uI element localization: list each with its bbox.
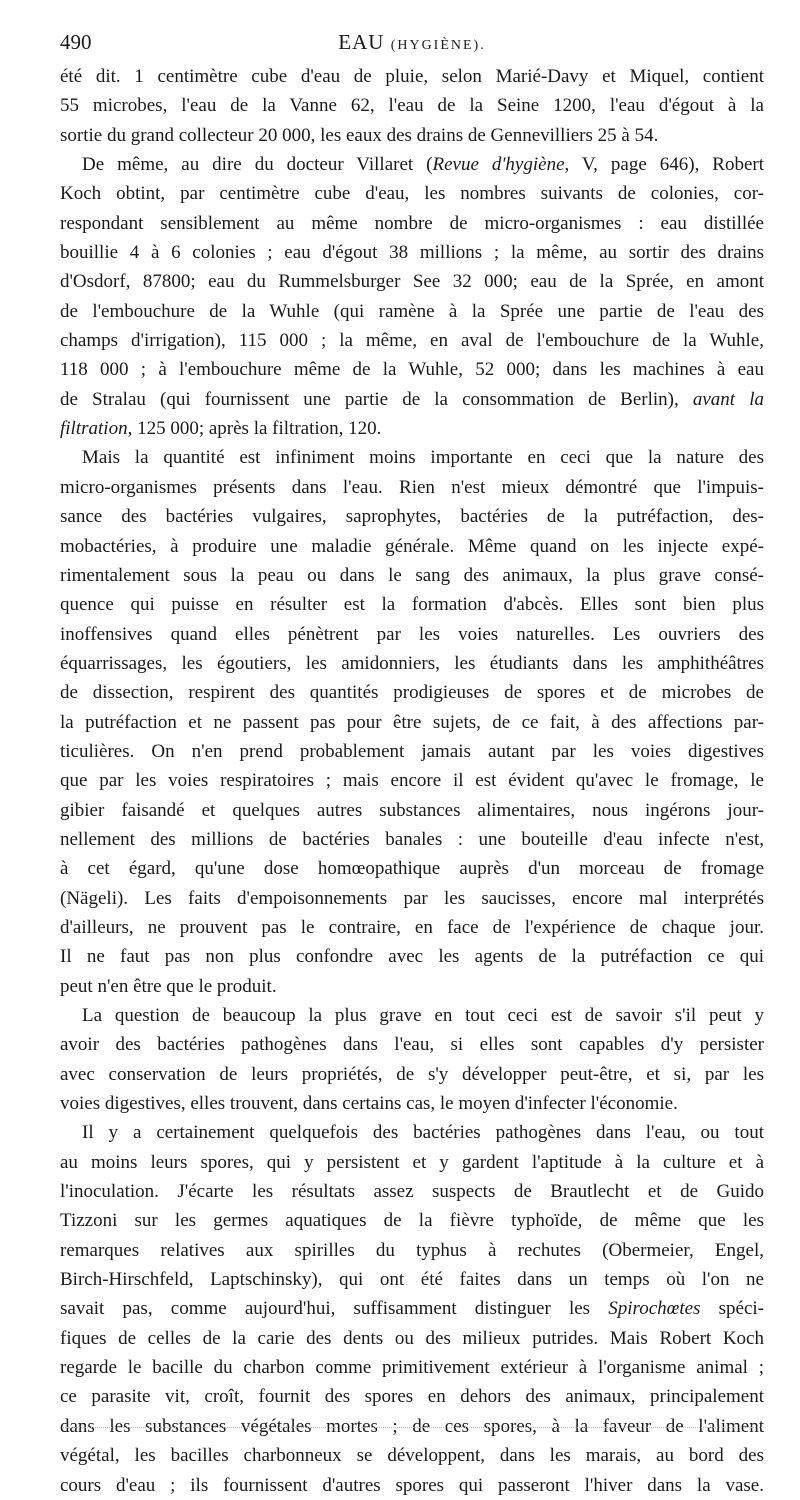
text-line: champs d'irrigation), 115 000 ; la même, en aval de l'embouchure de la Wuhle, bbox=[60, 330, 764, 352]
text-line: été dit. 1 centimètre cube d'eau de pluie, selon Marié-Davy et Miquel, contient bbox=[60, 66, 764, 87]
text-line: ticulières. On n'en prend probablement jamais autant par les voies digestives bbox=[60, 740, 764, 762]
text-line: Il ne faut pas non plus confondre avec les agents de la putréfaction ce qui bbox=[60, 946, 764, 968]
text-line: remarques relatives aux spirilles du typhus à rechutes (Obermeier, Engel, bbox=[60, 1239, 764, 1261]
text-line: sance des bactéries vulgaires, saprophytes, bactéries de la putréfaction, des- bbox=[60, 506, 764, 528]
text-line: quence qui puisse en résulter est la formation d'abcès. Elles sont bien plus bbox=[60, 594, 764, 616]
text-line: La question de beaucoup la plus grave en tout ceci est de savoir s'il peut y bbox=[82, 1005, 764, 1026]
text-line: équarrissages, les égoutiers, les amidonniers, les étudiants dans les amphithéâtres bbox=[60, 652, 764, 674]
text-line: de l'embouchure de la Wuhle (qui ramène à la Sprée une partie de l'eau des bbox=[60, 300, 764, 322]
text-line: gibier faisandé et quelques autres substances alimentaires, nous ingérons jour- bbox=[60, 799, 764, 821]
text-line: avoir des bactéries pathogènes dans l'eau, si elles sont capables d'y persister bbox=[60, 1034, 764, 1056]
body-text bbox=[60, 62, 764, 1500]
text-line: ce parasite vit, croît, fournit des spores en dehors des animaux, principalement bbox=[60, 1386, 764, 1408]
running-title-sub: (HYGIÈNE). bbox=[390, 38, 486, 53]
text-line: que par les voies respiratoires ; mais encore il est évident qu'avec le fromage, le bbox=[60, 770, 764, 792]
text-line: fiques de celles de la carie des dents ou des milieux putrides. Mais Robert Koch bbox=[60, 1327, 764, 1349]
text-line: bouillie 4 à 6 colonies ; eau d'égout 38 millions ; la même, au sortir des drains bbox=[60, 242, 764, 264]
text-line: sortie du grand collecteur 20 000, les eaux des drains de Gennevilliers 25 à 54. bbox=[60, 124, 659, 146]
text-line: Koch obtint, par centimètre cube d'eau, les nombres suivants de colonies, cor- bbox=[60, 183, 764, 205]
text-line: respondant sensiblement au même nombre de micro-organismes : eau distillée bbox=[60, 212, 764, 234]
text-line: (Nägeli). Les faits d'empoisonnements par les saucisses, encore mal interprétés bbox=[60, 887, 764, 909]
text-line: d'Osdorf, 87800; eau du Rummelsburger See 32 000; eau de la Sprée, en amont bbox=[60, 271, 764, 293]
text-line: de Stralau (qui fournissent une partie de la consommation de Berlin), avant la bbox=[60, 388, 764, 410]
text-line: 55 microbes, l'eau de la Vanne 62, l'eau de la Seine 1200, l'eau d'égout à la bbox=[60, 95, 764, 117]
text-line: au moins leurs spores, qui y persistent et y gardent l'aptitude à la culture et à bbox=[60, 1151, 764, 1173]
text-line: dans les substances végétales mortes ; de ces spores, à la faveur de l'aliment bbox=[60, 1415, 764, 1437]
text-line: inoffensives quand elles pénètrent par les voies naturelles. Les ouvriers des bbox=[60, 623, 764, 645]
text-line: rimentalement sous la peau ou dans le sang des animaux, la plus grave consé- bbox=[60, 564, 764, 586]
text-line: la putréfaction et ne passent pas pour être sujets, de ce fait, à des affections par- bbox=[60, 711, 764, 733]
text-line: De même, au dire du docteur Villaret (Revue d'hygiène, V, page 646), Robert bbox=[82, 154, 764, 176]
text-line: savait pas, comme aujourd'hui, suffisamment distinguer les Spirochœtes spéci- bbox=[60, 1298, 764, 1320]
text-line: avec conservation de leurs propriétés, de s'y développer peut-être, et si, par les bbox=[60, 1063, 764, 1085]
text-line: l'inoculation. J'écarte les résultats assez suspects de Brautlecht et de Guido bbox=[60, 1181, 764, 1203]
text-line: filtration, 125 000; après la filtration, 120. bbox=[60, 418, 382, 440]
page-number: 490 bbox=[60, 30, 92, 54]
text-line: de dissection, respirent des quantités prodigieuses de spores et de microbes de bbox=[60, 682, 764, 704]
running-header bbox=[60, 30, 764, 60]
text-line: Tizzoni sur les germes aquatiques de la fièvre typhoïde, de même que les bbox=[60, 1210, 764, 1232]
text-line: d'ailleurs, ne prouvent pas le contraire, en face de l'expérience de chaque jour. bbox=[60, 916, 764, 938]
text-line: cours d'eau ; ils fournissent d'autres spores qui passeront l'hiver dans la vase. bbox=[60, 1474, 764, 1496]
text-line: végétal, les bacilles charbonneux se développent, dans les marais, au bord des bbox=[60, 1445, 764, 1467]
text-line: regarde le bacille du charbon comme primitivement extérieur à l'organisme animal ; bbox=[60, 1357, 764, 1379]
text-line: nellement des millions de bactéries banales : une bouteille d'eau infecte n'est, bbox=[60, 828, 764, 850]
text-line: 118 000 ; à l'embouchure même de la Wuhle, 52 000; dans les machines à eau bbox=[60, 359, 764, 381]
footer-dotted-rule bbox=[62, 1427, 762, 1428]
running-title bbox=[60, 30, 764, 55]
text-line: micro-organismes présents dans l'eau. Rien n'est mieux démontré que l'impuis- bbox=[60, 476, 764, 498]
running-title-main: EAU bbox=[338, 30, 385, 54]
text-line: Mais la quantité est infiniment moins importante en ceci que la nature des bbox=[82, 447, 764, 469]
text-line: Birch-Hirschfeld, Laptschinsky), qui ont été faites dans un temps où l'on ne bbox=[60, 1269, 764, 1291]
text-line: Il y a certainement quelquefois des bactéries pathogènes dans l'eau, ou tout bbox=[82, 1122, 764, 1144]
text-line: à cet égard, qu'une dose homœopathique auprès d'un morceau de fromage bbox=[60, 858, 764, 880]
text-line: voies digestives, elles trouvent, dans certains cas, le moyen d'infecter l'économie. bbox=[60, 1093, 678, 1115]
text-line: mobactéries, à produire une maladie générale. Même quand on les injecte expé- bbox=[60, 535, 764, 557]
text-line: peut n'en être que le produit. bbox=[60, 975, 277, 997]
